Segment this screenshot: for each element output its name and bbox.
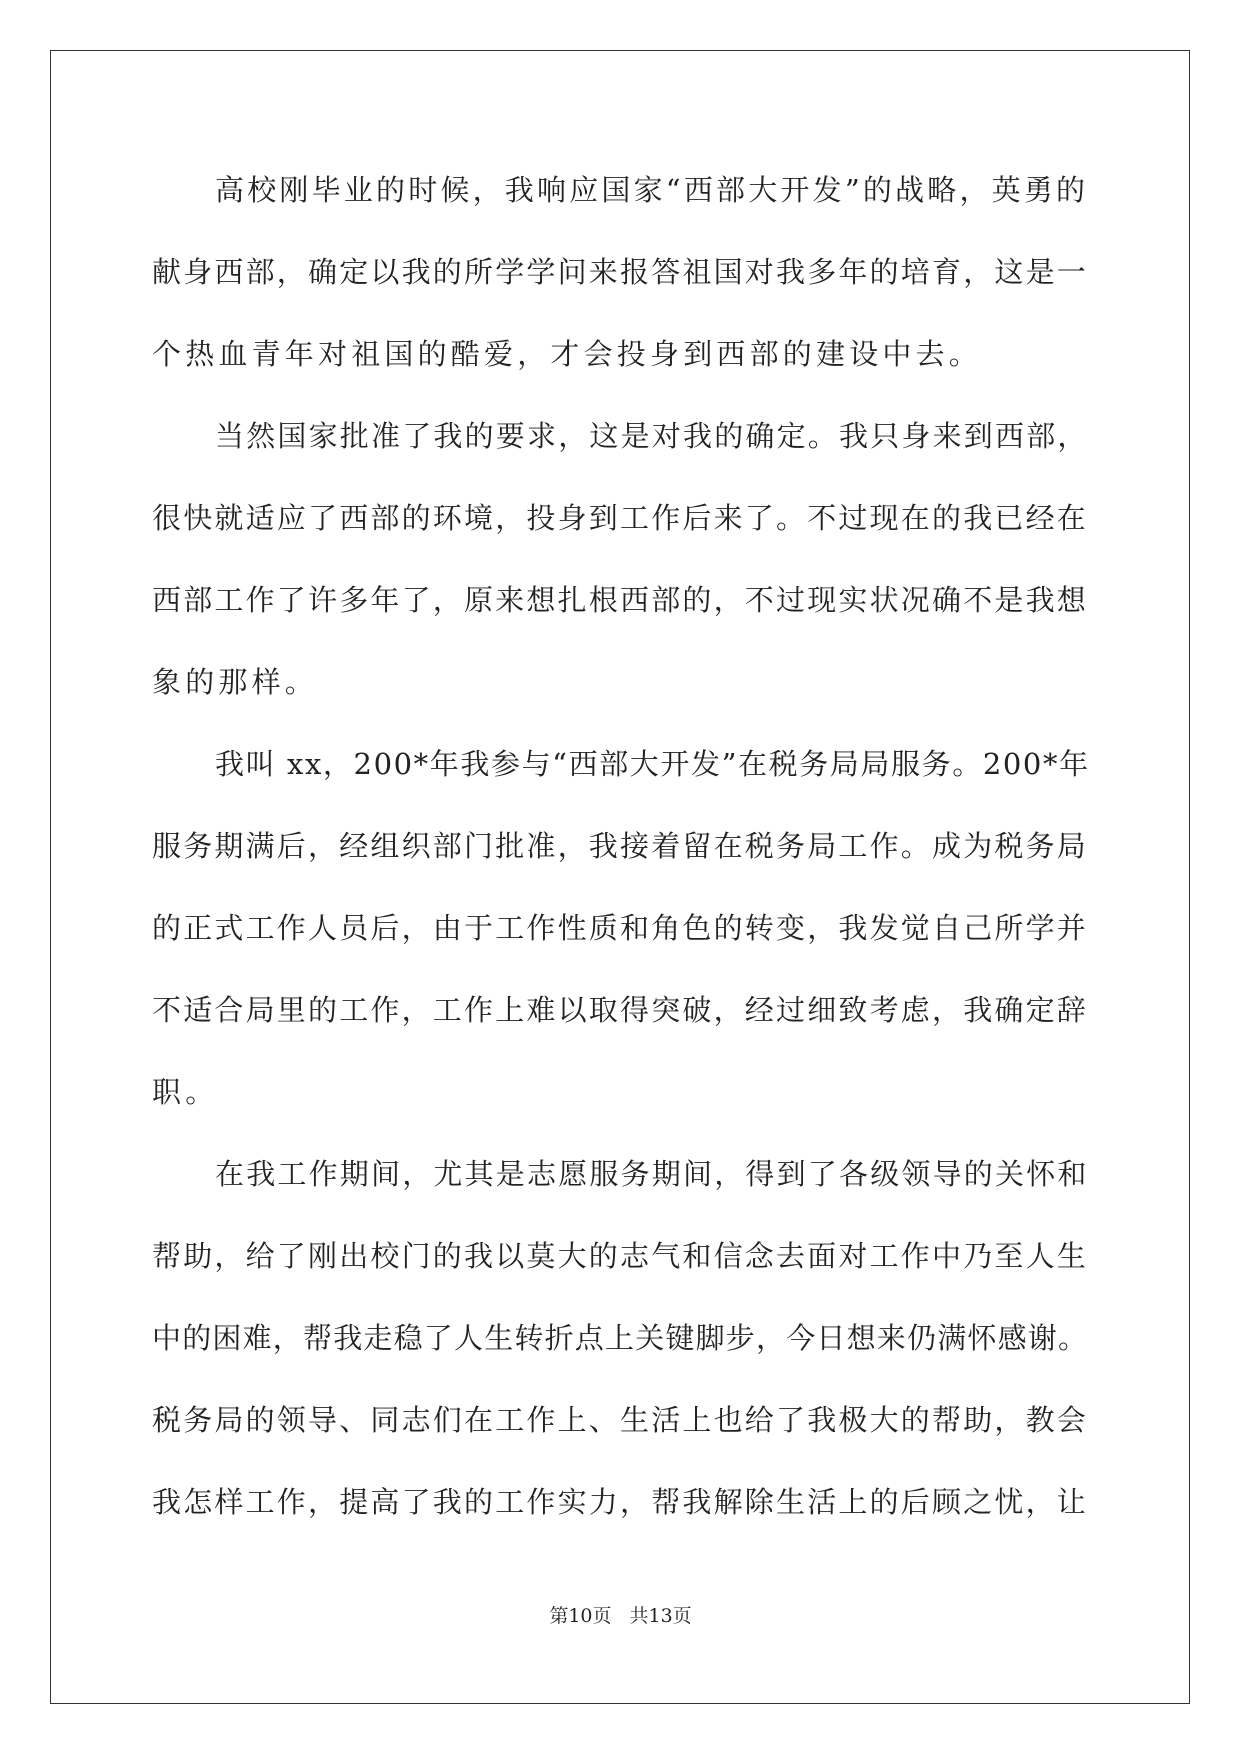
paragraph-line: 中的困难，帮我走稳了人生转折点上关键脚步，今日想来仍满怀感谢。 <box>152 1321 1089 1355</box>
paragraph-line: 在我工作期间，尤其是志愿服务期间，得到了各级领导的关怀和 <box>215 1157 1089 1191</box>
page-footer <box>0 1604 1241 1628</box>
paragraph-line: 个热血青年对祖国的酷爱，才会投身到西部的建设中去。 <box>152 337 983 371</box>
paragraph-line: 献身西部，确定以我的所学学问来报答祖国对我多年的培育，这是一 <box>152 255 1089 289</box>
paragraph-line: 不适合局里的工作，工作上难以取得突破，经过细致考虑，我确定辞 <box>152 993 1089 1027</box>
paragraph-line: 很快就适应了西部的环境，投身到工作后来了。不过现在的我已经在 <box>152 501 1089 535</box>
paragraph-line: 服务期满后，经组织部门批准，我接着留在税务局工作。成为税务局 <box>152 829 1089 863</box>
paragraph-line: 象的那样。 <box>152 665 319 699</box>
page-total: 共13页 <box>629 1605 692 1627</box>
paragraph-line: 当然国家批准了我的要求，这是对我的确定。我只身来到西部， <box>215 419 1089 453</box>
page-number: 第10页 <box>549 1605 612 1627</box>
paragraph-line: 高校刚毕业的时候，我响应国家“西部大开发”的战略，英勇的 <box>215 173 1089 207</box>
paragraph-line: 我怎样工作，提高了我的工作实力，帮我解除生活上的后顾之忧，让 <box>152 1485 1089 1519</box>
paragraph-line: 西部工作了许多年了，原来想扎根西部的，不过现实状况确不是我想 <box>152 583 1089 617</box>
paragraph-line: 我叫 xx，200*年我参与“西部大开发”在税务局局服务。200*年 <box>215 747 1090 781</box>
paragraph-line: 职。 <box>152 1075 219 1109</box>
page-border <box>50 50 1190 1704</box>
paragraph-line: 税务局的领导、同志们在工作上、生活上也给了我极大的帮助，教会 <box>152 1403 1089 1437</box>
paragraph-line: 的正式工作人员后，由于工作性质和角色的转变，我发觉自己所学并 <box>152 911 1089 945</box>
paragraph-line: 帮助，给了刚出校门的我以莫大的志气和信念去面对工作中乃至人生 <box>152 1239 1089 1273</box>
